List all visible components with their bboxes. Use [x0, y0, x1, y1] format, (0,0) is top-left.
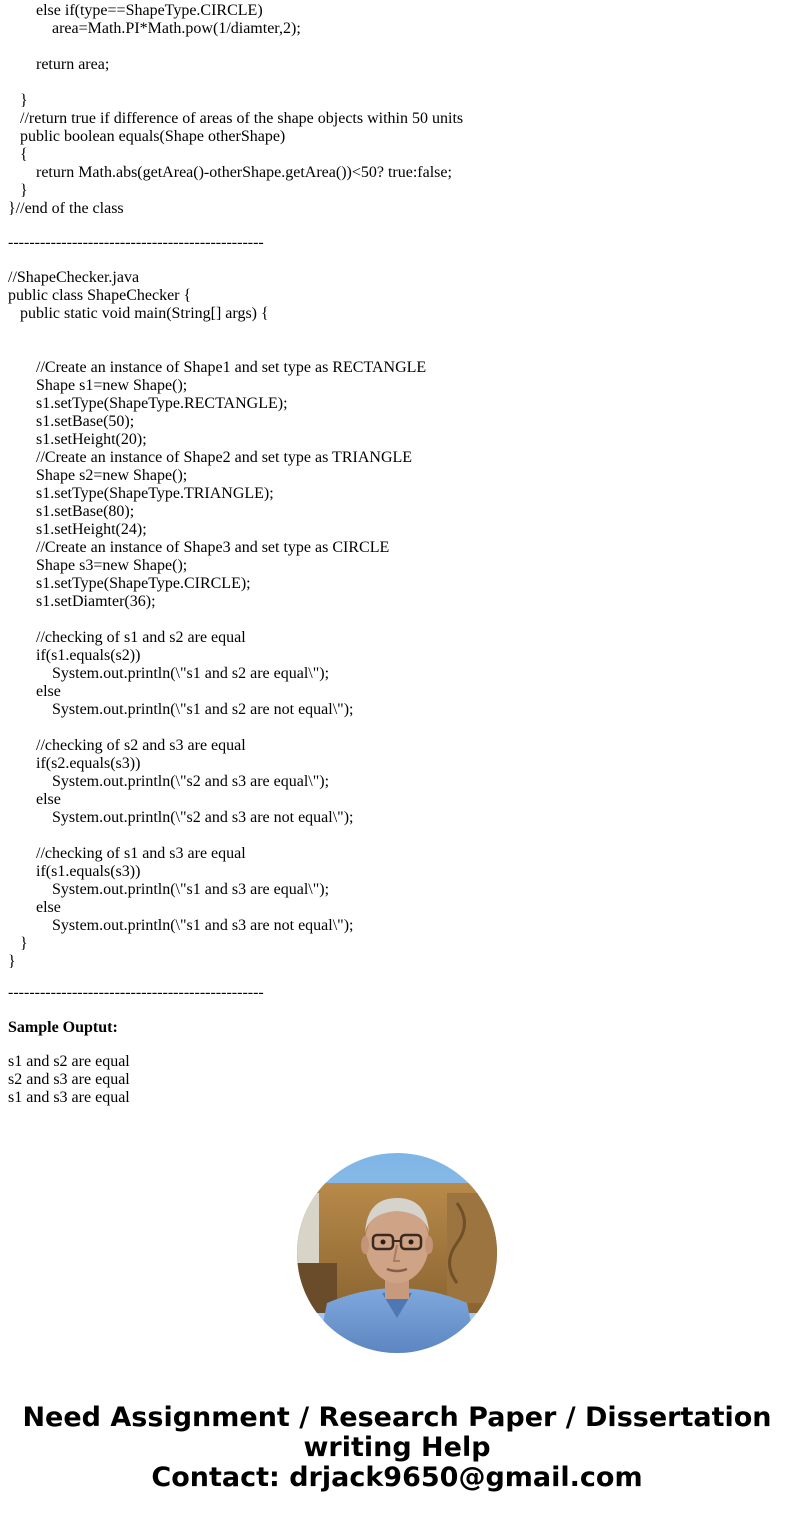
code-line: s1.setHeight(24); [8, 521, 147, 538]
code-line: } [8, 953, 16, 970]
code-line: //checking of s1 and s3 are equal [8, 845, 246, 862]
code-line: //return true if difference of areas of the shape objects within 50 units [8, 110, 464, 127]
code-line: System.out.println(\"s1 and s3 are equal\"); [8, 881, 330, 898]
code-line [8, 719, 788, 737]
author-portrait-icon [297, 1153, 497, 1353]
code-line: Shape s3=new Shape(); [8, 557, 188, 574]
code-line: //ShapeChecker.java [8, 269, 140, 286]
code-line: if(s1.equals(s3)) [8, 863, 141, 880]
code-line: else [8, 899, 61, 916]
code-line: s1.setDiamter(36); [8, 593, 156, 610]
code-line [8, 827, 788, 845]
code-line: System.out.println(\"s1 and s2 are equal\"); [8, 665, 330, 682]
code-line: Shape s2=new Shape(); [8, 467, 188, 484]
code-line: else [8, 791, 61, 808]
sample-output-line: s1 and s2 are equal [8, 1053, 130, 1070]
code-line: public class ShapeChecker { [8, 287, 192, 304]
promo-banner [0, 1403, 794, 1493]
code-line: s1.setHeight(20); [8, 431, 147, 448]
code-line: Shape s1=new Shape(); [8, 377, 188, 394]
code-line: }//end of the class [8, 200, 124, 217]
code-line: if(s1.equals(s2)) [8, 647, 141, 664]
code-line: area=Math.PI*Math.pow(1/diamter,2); [8, 20, 301, 37]
code-block-shape-checker [8, 269, 788, 971]
code-line: } [8, 182, 28, 199]
code-line: return Math.abs(getArea()-otherShape.getArea())<50? true:false; [8, 164, 452, 181]
code-line: return area; [8, 56, 110, 73]
code-line [8, 341, 788, 359]
code-line [8, 611, 788, 629]
code-block-shape-class-end [8, 2, 788, 218]
code-line: System.out.println(\"s2 and s3 are equal\"); [8, 773, 330, 790]
code-line: public boolean equals(Shape otherShape) [8, 128, 286, 145]
code-line [8, 74, 788, 92]
sample-output-line: s1 and s3 are equal [8, 1089, 130, 1106]
code-line: //Create an instance of Shape2 and set type as TRIANGLE [8, 449, 413, 466]
code-line: System.out.println(\"s2 and s3 are not equal\"); [8, 809, 354, 826]
sample-output-block [8, 1053, 130, 1107]
separator-line: ------------------------------------------------ [8, 234, 264, 251]
code-line: //Create an instance of Shape3 and set type as CIRCLE [8, 539, 390, 556]
promo-headline: Need Assignment / Research Paper / Dissertation writing Help [22, 1402, 772, 1463]
code-line: else [8, 683, 61, 700]
sample-output-heading: Sample Ouptut: [8, 1019, 118, 1036]
code-line: } [8, 92, 28, 109]
code-line [8, 323, 788, 341]
code-line: else if(type==ShapeType.CIRCLE) [8, 2, 263, 19]
code-line: //checking of s1 and s2 are equal [8, 629, 246, 646]
code-line: s1.setBase(50); [8, 413, 135, 430]
code-line [8, 38, 788, 56]
sample-output-line: s2 and s3 are equal [8, 1071, 130, 1088]
code-line: } [8, 935, 28, 952]
code-line: s1.setType(ShapeType.TRIANGLE); [8, 485, 274, 502]
code-line: { [8, 146, 28, 163]
code-line: s1.setType(ShapeType.RECTANGLE); [8, 395, 288, 412]
code-line: public static void main(String[] args) { [8, 305, 269, 322]
code-line: //checking of s2 and s3 are equal [8, 737, 246, 754]
code-line: s1.setBase(80); [8, 503, 135, 520]
promo-contact: Contact: drjack9650@gmail.com [151, 1462, 643, 1493]
code-line: System.out.println(\"s1 and s2 are not equal\"); [8, 701, 354, 718]
code-line: System.out.println(\"s1 and s3 are not equal\"); [8, 917, 354, 934]
code-line: s1.setType(ShapeType.CIRCLE); [8, 575, 251, 592]
code-line: if(s2.equals(s3)) [8, 755, 141, 772]
code-line: //Create an instance of Shape1 and set type as RECTANGLE [8, 359, 427, 376]
author-avatar [297, 1153, 497, 1353]
separator-line: ------------------------------------------------ [8, 984, 264, 1001]
